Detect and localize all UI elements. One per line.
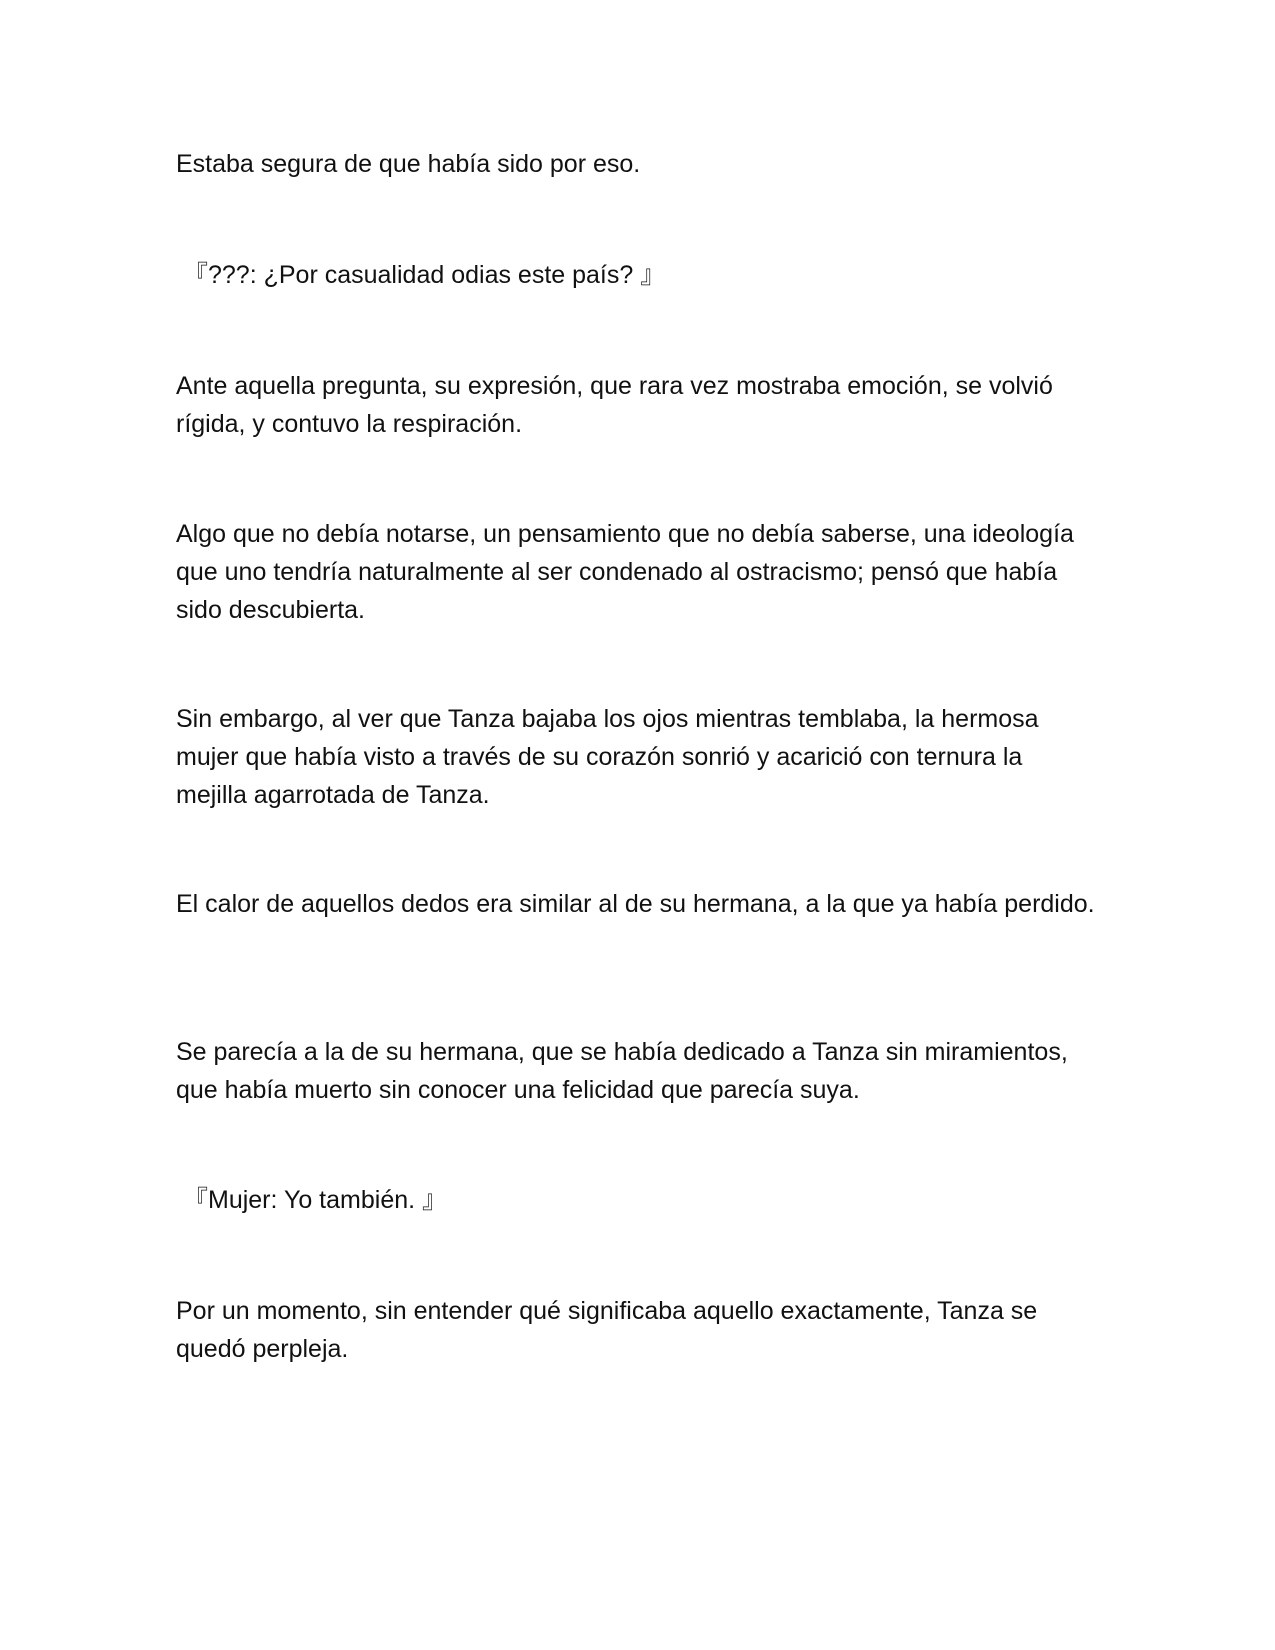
dialogue-line: 『???: ¿Por casualidad odias este país? 』 — [183, 261, 666, 289]
paragraph: Sin embargo, al ver que Tanza bajaba los ojos mientras temblaba, la hermosa mujer que había visto a través de su corazón sonrió y acarició con ternura la mejilla agarrotada de Tanza. — [176, 705, 1039, 809]
paragraph: Estaba segura de que había sido por eso. — [176, 150, 641, 178]
paragraph: Por un momento, sin entender qué significaba aquello exactamente, Tanza se quedó perpleja. — [176, 1297, 1038, 1363]
paragraph: Algo que no debía notarse, un pensamiento que no debía saberse, una ideología que uno tendría naturalmente al ser condenado al ostracismo; pensó que había sido descubierta. — [176, 520, 1074, 624]
paragraph: Ante aquella pregunta, su expresión, que rara vez mostraba emoción, se volvió rígida, y contuvo la respiración. — [176, 372, 1053, 438]
paragraph: Se parecía a la de su hermana, que se había dedicado a Tanza sin miramientos, que había muerto sin conocer una felicidad que parecía suya. — [176, 1038, 1068, 1104]
dialogue-line: 『Mujer: Yo también. 』 — [183, 1186, 448, 1214]
paragraph: El calor de aquellos dedos era similar al de su hermana, a la que ya había perdido. — [176, 890, 1095, 918]
